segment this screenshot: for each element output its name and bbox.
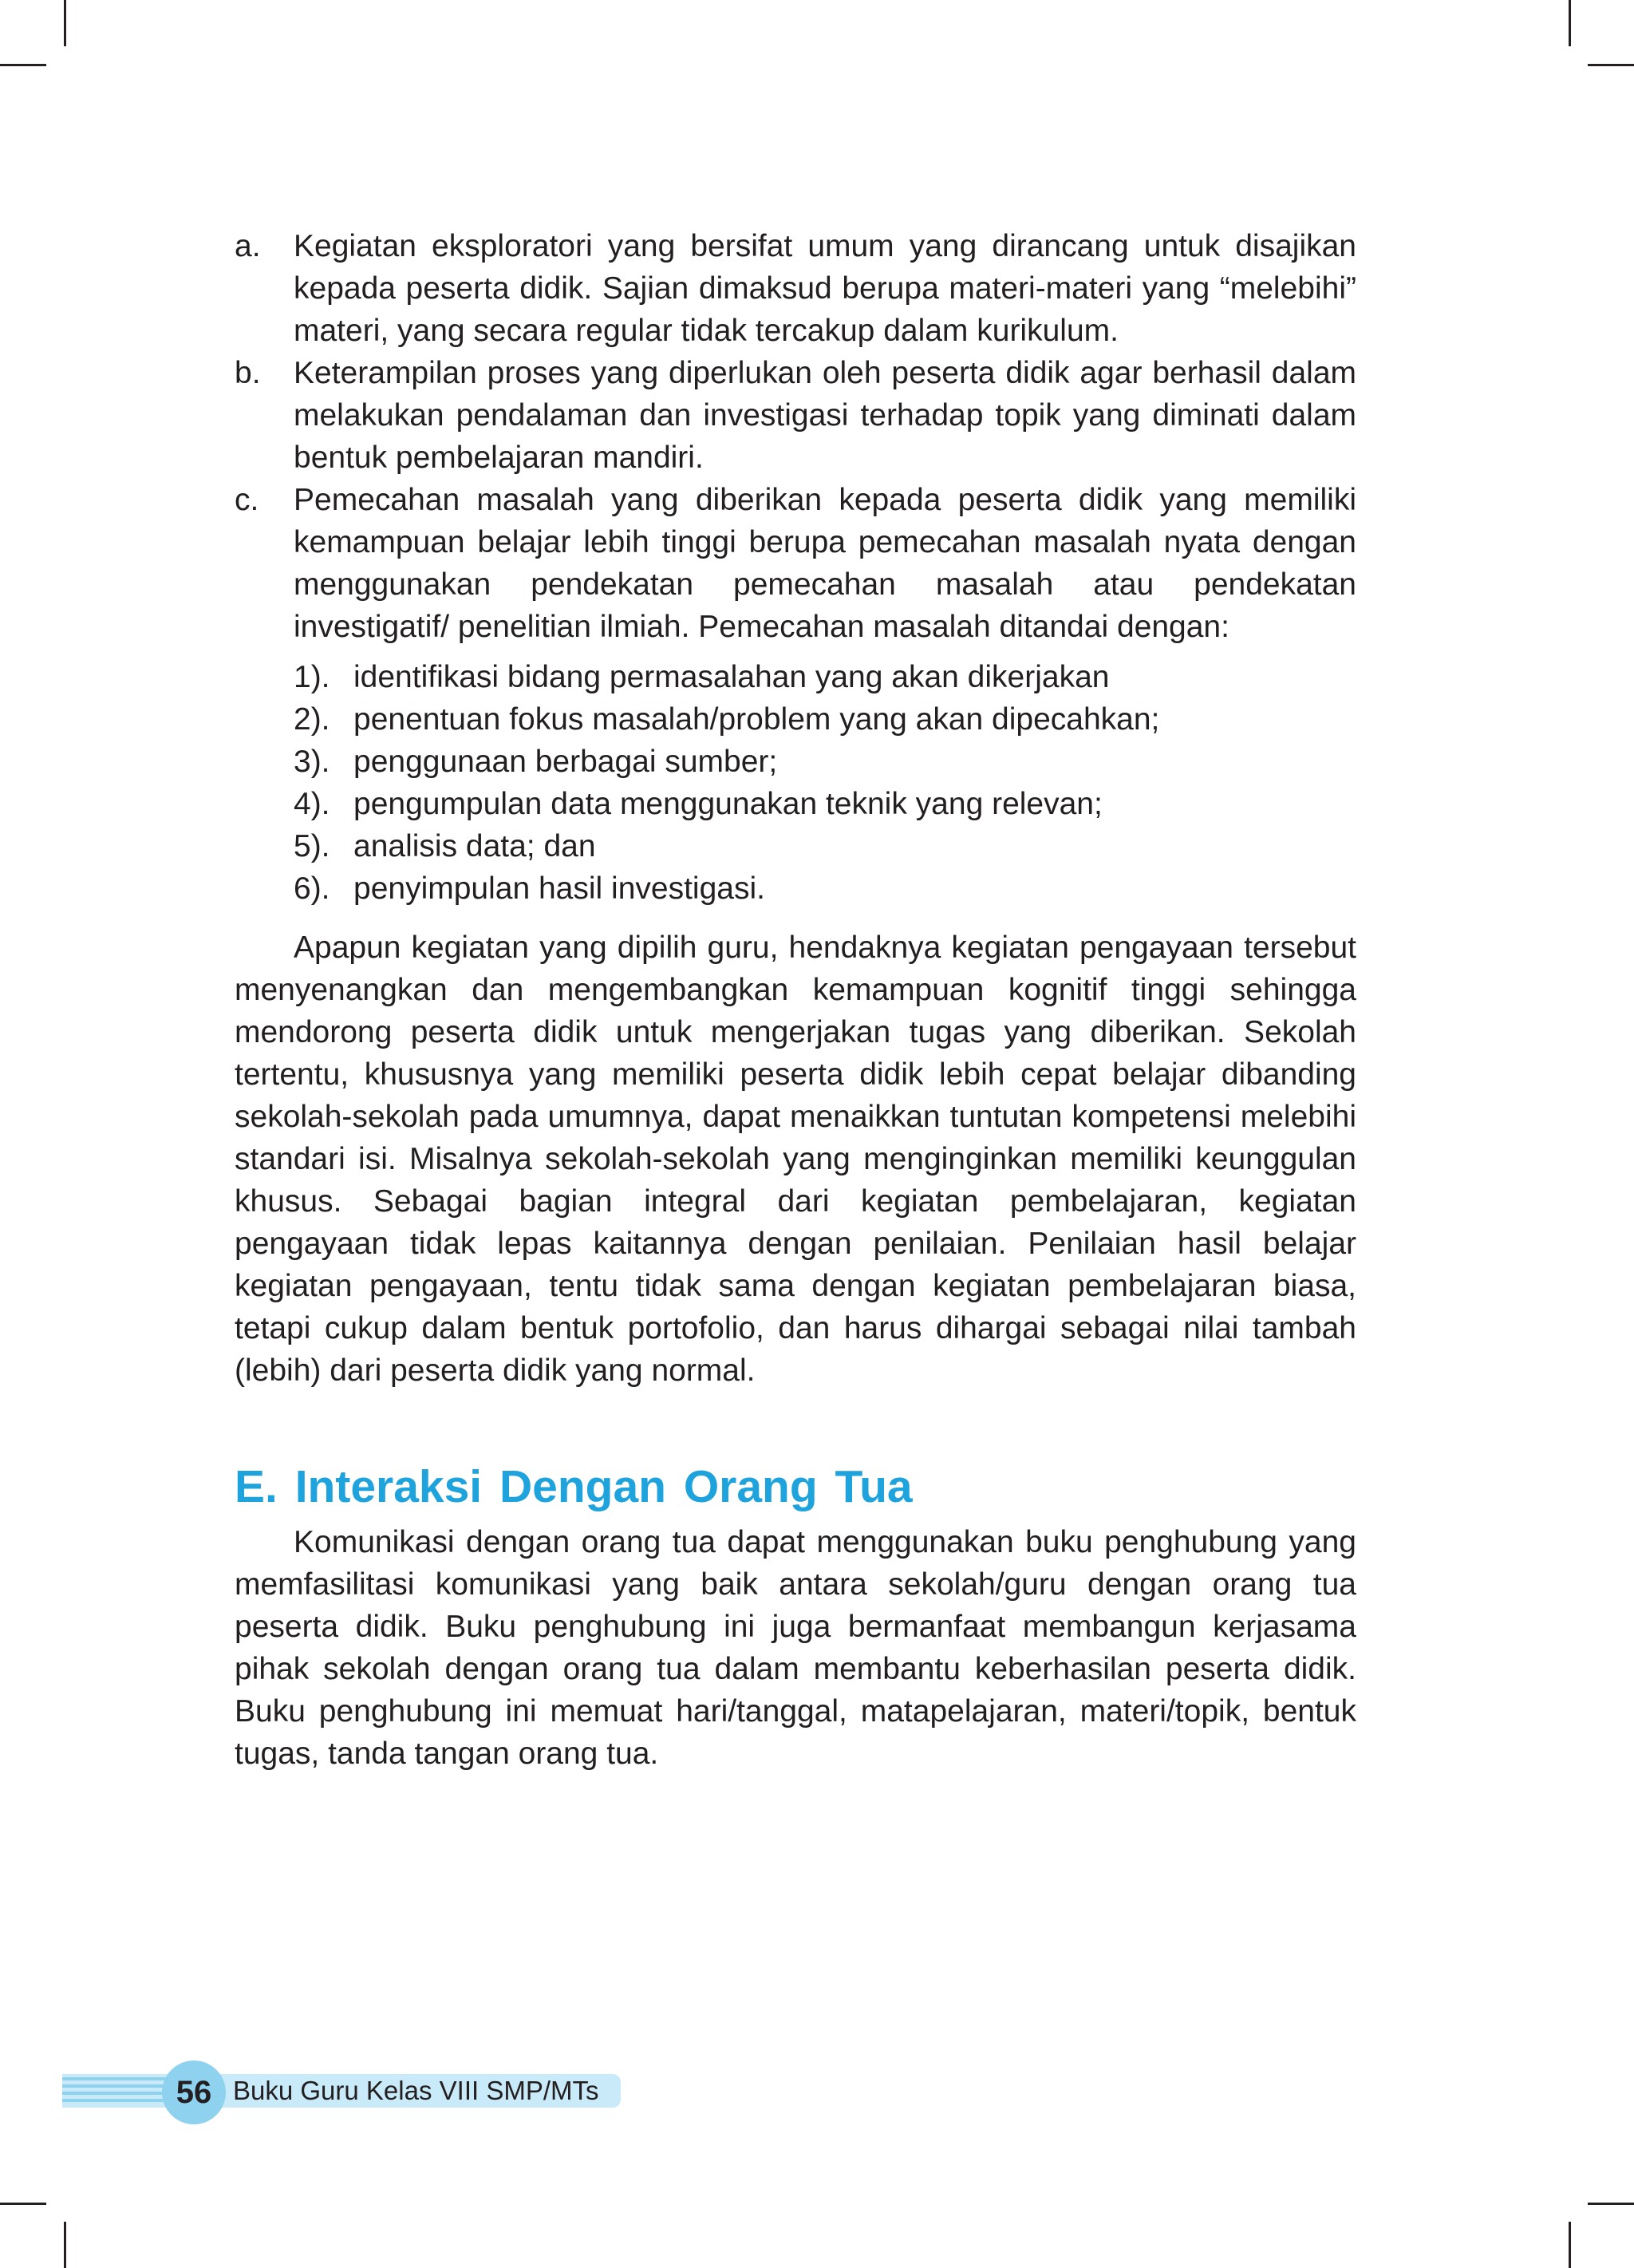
- book-title: Buku Guru Kelas VIII SMP/MTs: [233, 2076, 599, 2105]
- list-item: [235, 479, 1356, 648]
- crop-mark: [1588, 2203, 1634, 2205]
- sublist-number: 1).: [294, 660, 330, 694]
- sublist-text: identifikasi bidang permasalahan yang akan dikerjakan: [353, 660, 1110, 694]
- sublist-number: 6).: [294, 871, 330, 906]
- body-paragraph: Apapun kegiatan yang dipilih guru, hendaknya kegiatan pengayaan tersebut menyenangkan dan mengembangkan kemampuan kognitif tinggi sehingga mendorong peserta didik untuk mengerjakan tugas yang diberikan. Sekolah tertentu, khususnya yang memiliki peserta didik lebih cepat belajar dibanding sekolah-sekolah pada umumnya, dapat menaikkan tuntutan kompetensi melebihi standari isi. Misalnya sekolah-sekolah yang menginginkan memiliki keunggulan khusus. Sebagai bagian integral dari kegiatan pembelajaran, kegiatan pengayaan tidak lepas kaitannya dengan penilaian. Penilaian hasil belajar kegiatan pengayaan, tentu tidak sama dengan kegiatan pembelajaran biasa, tetapi cukup dalam bentuk portofolio, dan harus dihargai sebagai nilai tambah (lebih) dari peserta didik yang normal.: [235, 931, 1356, 1388]
- list-item-text: Pemecahan masalah yang diberikan kepada peserta didik yang memiliki kemampuan belajar lebih tinggi berupa pemecahan masalah nyata dengan menggunakan pendekatan pemecahan masalah atau pendekatan investigatif/ penelitian ilmiah. Pemecahan masalah ditandai dengan:: [294, 483, 1356, 644]
- list-marker: c.: [235, 483, 259, 517]
- crop-mark: [64, 2222, 66, 2268]
- section-heading: E. Interaksi Dengan Orang Tua: [235, 1461, 913, 1512]
- list-marker: b.: [235, 356, 261, 390]
- list-item-text: Kegiatan eksploratori yang bersifat umum yang dirancang untuk disajikan kepada peserta didik. Sajian dimaksud berupa materi-materi yang “melebihi” materi, yang secara regular tidak tercakup dalam kurikulum.: [294, 229, 1356, 348]
- sublist-text: analisis data; dan: [353, 829, 596, 863]
- numbered-sublist: [294, 656, 1356, 910]
- body-paragraph: Komunikasi dengan orang tua dapat menggunakan buku penghubung yang memfasilitasi komunikasi yang baik antara sekolah/guru dengan orang tua peserta didik. Buku penghubung ini juga bermanfaat membangun kerjasama pihak sekolah dengan orang tua dalam membantu keberhasilan peserta didik. Buku penghubung ini memuat hari/tanggal, matapelajaran, materi/topik, bentuk tugas, tanda tangan orang tua.: [235, 1525, 1356, 1771]
- sublist-item: [294, 825, 1356, 867]
- crop-mark: [1588, 64, 1634, 66]
- sublist-text: penyimpulan hasil investigasi.: [353, 871, 765, 906]
- page-content: [235, 225, 1356, 1775]
- crop-mark: [1569, 2222, 1571, 2268]
- sublist-text: penggunaan berbagai sumber;: [353, 745, 778, 779]
- list-item-text: Keterampilan proses yang diperlukan oleh peserta didik agar berhasil dalam melakukan pendalaman dan investigasi terhadap topik yang diminati dalam bentuk pembelajaran mandiri.: [294, 356, 1356, 475]
- crop-mark: [0, 64, 46, 66]
- crop-mark: [0, 2203, 46, 2205]
- sublist-item: [294, 867, 1356, 910]
- list-marker: a.: [235, 229, 261, 263]
- sublist-text: penentuan fokus masalah/problem yang akan dipecahkan;: [353, 702, 1160, 737]
- sublist-item: [294, 698, 1356, 741]
- sublist-number: 5).: [294, 829, 330, 863]
- crop-mark: [1569, 0, 1571, 46]
- lettered-list: [235, 225, 1356, 648]
- crop-mark: [64, 0, 66, 46]
- sublist-item: [294, 656, 1356, 698]
- list-item: [235, 352, 1356, 479]
- page-footer: [62, 2061, 637, 2124]
- sublist-number: 2).: [294, 702, 330, 737]
- list-item: [235, 225, 1356, 352]
- sublist-text: pengumpulan data menggunakan teknik yang relevan;: [353, 787, 1103, 821]
- sublist-number: 4).: [294, 787, 330, 821]
- sublist-item: [294, 783, 1356, 825]
- sublist-number: 3).: [294, 745, 330, 779]
- page-number: 56: [176, 2075, 212, 2110]
- sublist-item: [294, 741, 1356, 783]
